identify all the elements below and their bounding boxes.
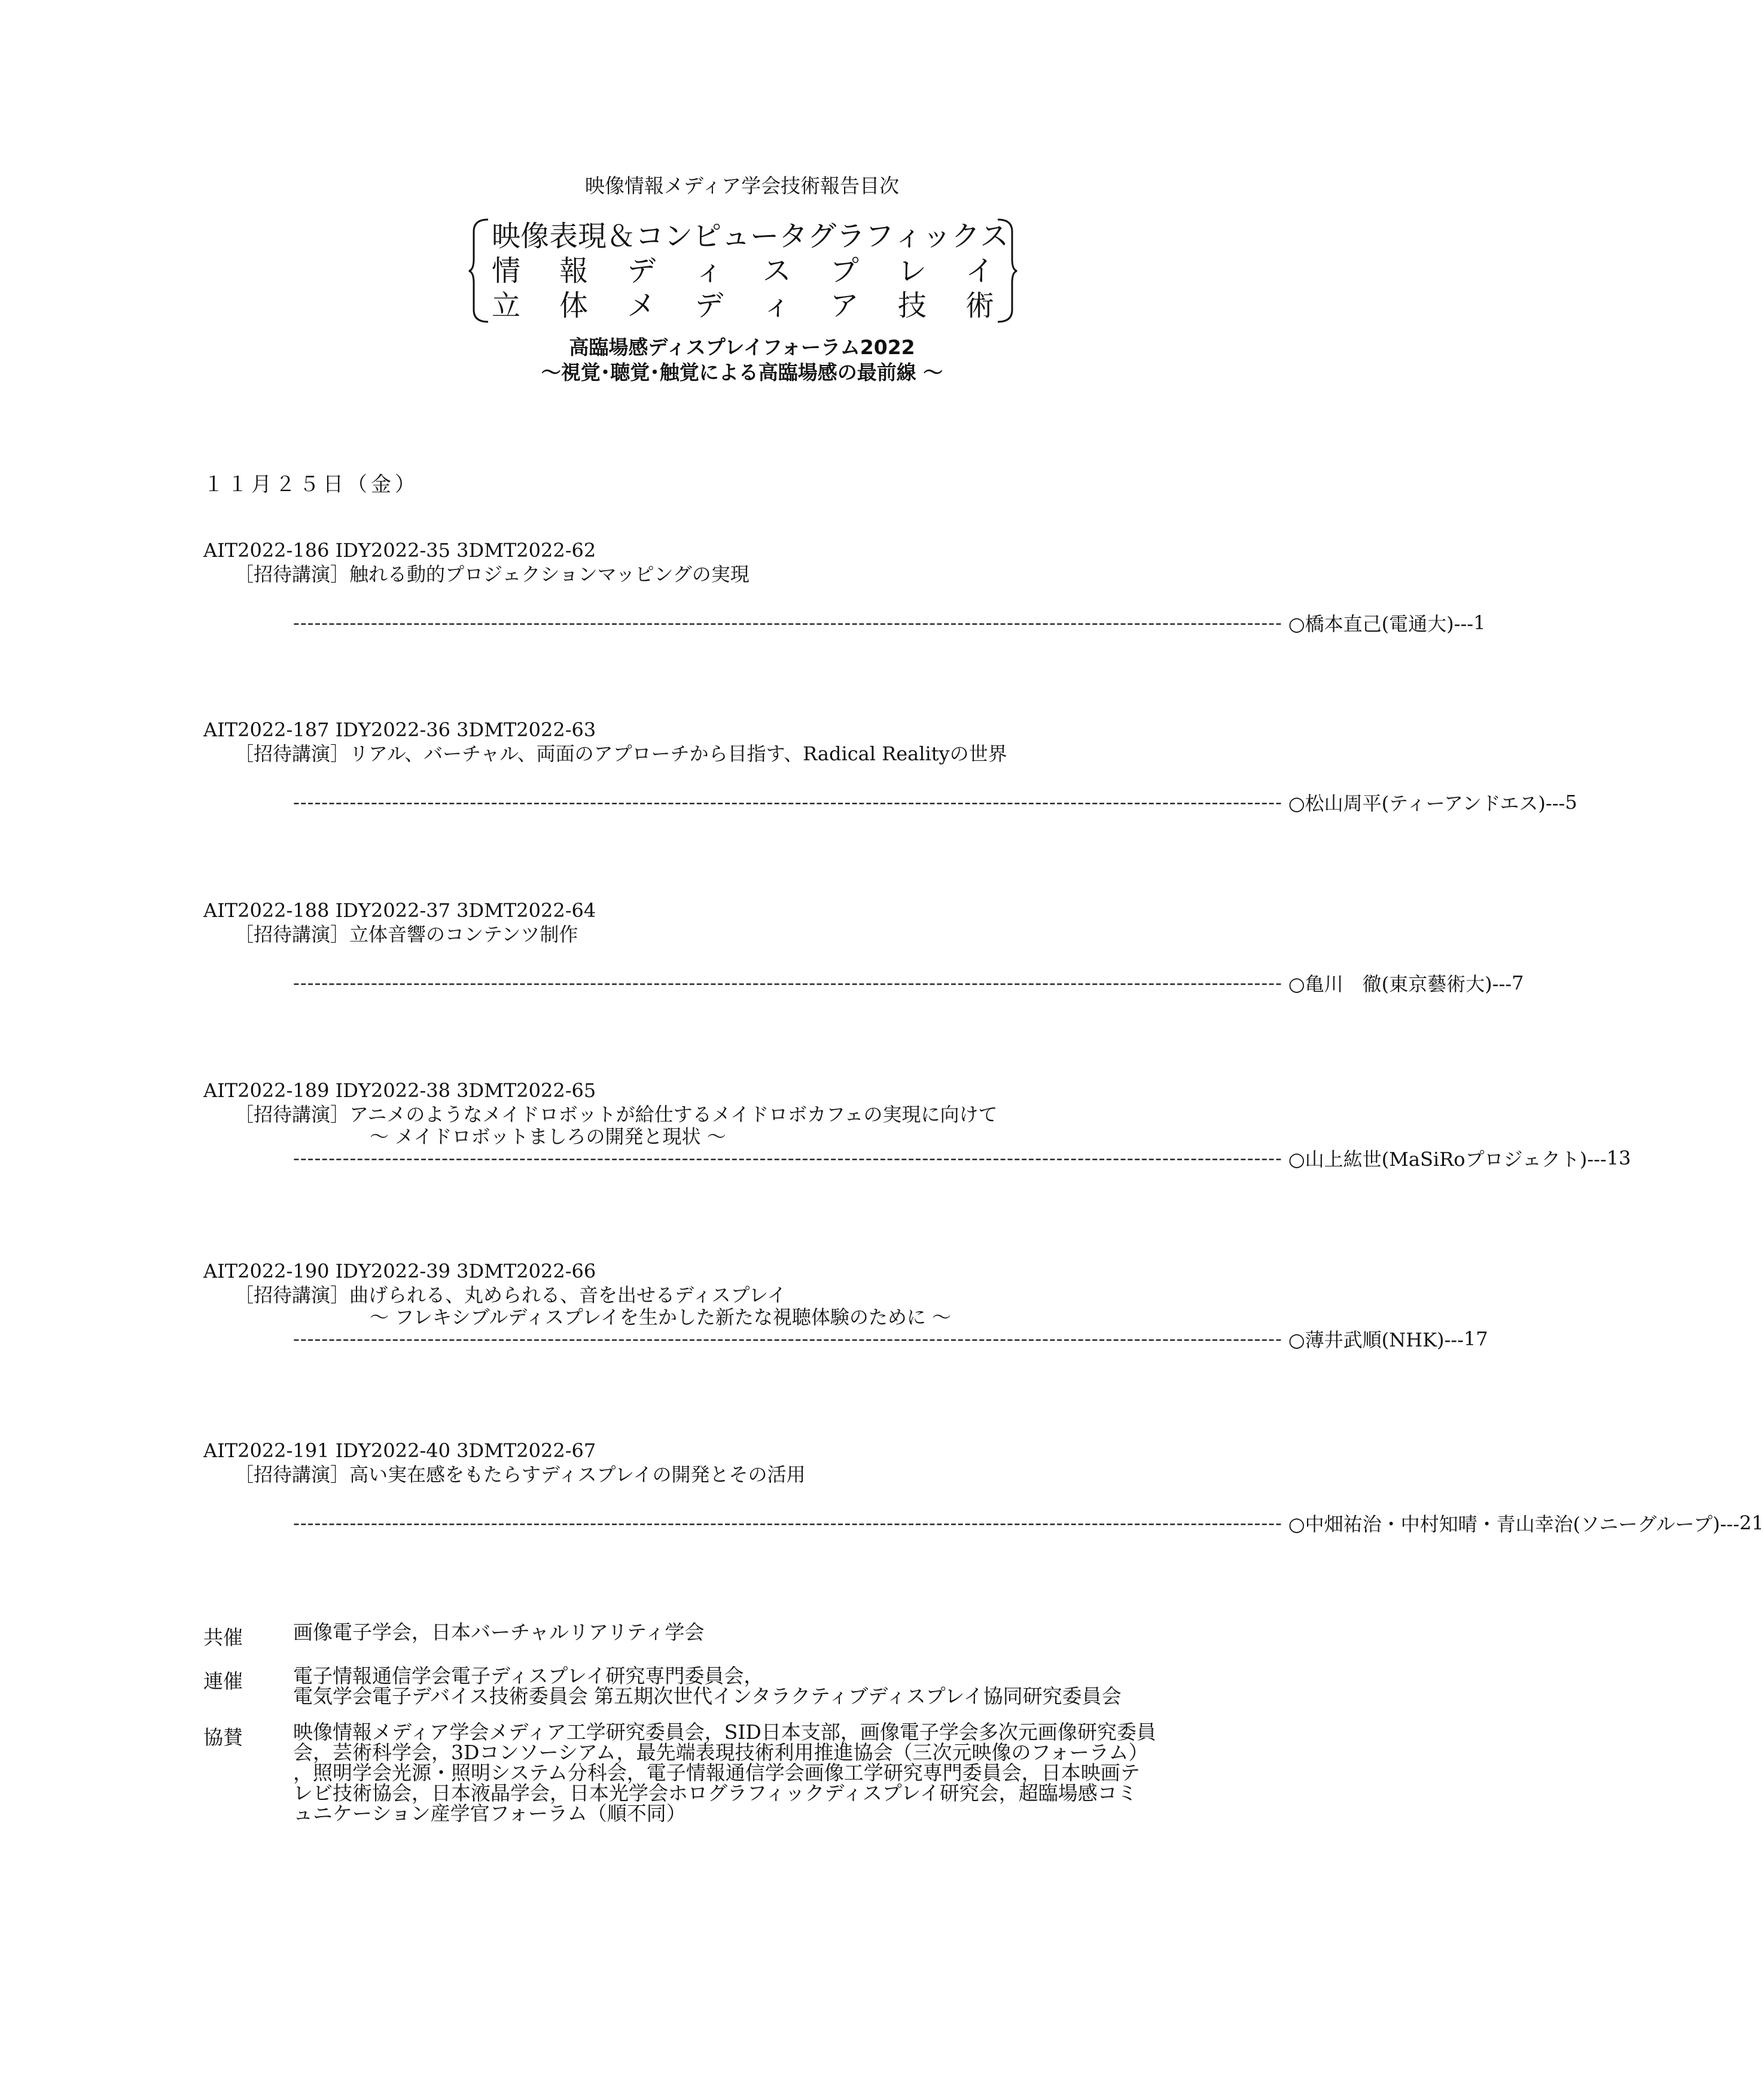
session-date: １１月２５日（金） [203, 473, 419, 496]
committee-char: ク [951, 220, 980, 253]
entry-page: 1 [1473, 611, 1486, 634]
committee-char: ィ [894, 220, 923, 253]
dot-leader: -------------------------------------------------------------------------------------------------------------------------------------------- [293, 1327, 1282, 1350]
dot-leader: -------------------------------------------------------------------------------------------------------------------------------------------- [293, 611, 1282, 634]
entry-title: ［招待講演］アニメのようなメイドロボットが給仕するメイドロボカフェの実現に向けて [234, 1103, 998, 1126]
committee-char: ン [664, 220, 693, 253]
committee-char: ス [980, 220, 1009, 253]
dot-leader: -------------------------------------------------------------------------------------------------------------------------------------------- [293, 971, 1282, 994]
committee-char: ＆ [607, 220, 636, 253]
entry-author: ○亀川 徹(東京藝術大)--- [1288, 973, 1512, 995]
entry-author-line [293, 788, 1577, 816]
entry-author: ○橋本直己(電通大)--- [1288, 613, 1474, 635]
sponsor-text: 画像電子学会，日本バーチャルリアリティ学会 [293, 1620, 705, 1644]
committee-char: プ [830, 254, 859, 288]
entry-subtitle: ～ メイドロボットましろの開発と現状 ～ [370, 1125, 726, 1148]
committee-char: デ [627, 254, 656, 288]
committee-char: 立 [492, 289, 521, 322]
committee-char: ィ [762, 289, 791, 322]
entry-title: ［招待講演］立体音響のコンテンツ制作 [234, 923, 578, 946]
committee-line-cg [492, 220, 1009, 253]
entry-author-line [293, 1144, 1631, 1172]
entry-author: ○山上紘世(MaSiRoプロジェクト)--- [1288, 1148, 1607, 1171]
toc-entry [203, 898, 1524, 995]
report-title: 映像情報メディア学会技術報告目次 [584, 174, 900, 197]
entry-code: AIT2022-186 IDY2022-35 3DMT2022-62 [203, 539, 596, 562]
entry-subtitle: ～ フレキシブルディスプレイを生かした新たな視聴体験のために ～ [370, 1306, 952, 1329]
dot-leader: -------------------------------------------------------------------------------------------------------------------------------------------- [293, 1512, 1282, 1534]
committee-char: フ [865, 220, 894, 253]
entry-author-line [293, 1509, 1764, 1537]
entry-title: ［招待講演］触れる動的プロジェクションマッピングの実現 [234, 563, 750, 586]
entry-author-line [293, 609, 1486, 636]
toc-entry [203, 1259, 1488, 1351]
entry-code: AIT2022-189 IDY2022-38 3DMT2022-65 [203, 1079, 596, 1102]
sponsor-label: 共催 [203, 1626, 243, 1649]
entry-code: AIT2022-190 IDY2022-39 3DMT2022-66 [203, 1260, 596, 1282]
entry-code: AIT2022-191 IDY2022-40 3DMT2022-67 [203, 1439, 596, 1462]
entry-page: 5 [1565, 791, 1577, 814]
committee-char: コ [635, 220, 665, 253]
committee-char: 現 [578, 220, 607, 253]
forum-title: 高臨場感ディスプレイフォーラム2022 [569, 336, 915, 359]
committee-char: デ [694, 289, 724, 322]
committee-line-3dmt [492, 289, 994, 322]
sponsor-label: 連催 [203, 1670, 243, 1693]
dot-leader: -------------------------------------------------------------------------------------------------------------------------------------------- [293, 1147, 1282, 1169]
toc-entry [203, 1079, 1631, 1171]
toc-entry [203, 718, 1577, 815]
committee-char: ス [762, 254, 791, 288]
committee-list [468, 218, 1018, 323]
sponsor-label: 協賛 [203, 1726, 243, 1749]
sponsor-text: 電子情報通信学会電子ディスプレイ研究専門委員会， 電気学会電子デバイス技術委員会 第五期次世代インタラクティブディスプレイ協同研究委員会 [293, 1664, 1122, 1708]
committee-char: 表 [549, 220, 578, 253]
committee-char: ッ [922, 220, 952, 253]
committee-char: 映 [492, 220, 521, 253]
entry-code: AIT2022-188 IDY2022-37 3DMT2022-64 [203, 899, 596, 922]
committee-char: ア [830, 289, 859, 322]
sponsor-row-support [203, 1722, 1280, 1824]
toc-entry [203, 1439, 1764, 1536]
committee-char: 像 [520, 220, 550, 253]
toc-entry [203, 538, 1486, 635]
committee-char: 術 [965, 289, 994, 322]
entry-page: 17 [1463, 1327, 1488, 1350]
committee-char: ィ [694, 254, 724, 288]
forum-heading [0, 335, 1484, 385]
entry-author: ○薄井武順(NHK)--- [1288, 1329, 1464, 1351]
entry-author-line [293, 1325, 1488, 1352]
committee-char: タ [779, 220, 808, 253]
committee-char: ラ [836, 220, 866, 253]
entry-page: 7 [1512, 971, 1524, 994]
entry-title: ［招待講演］リアル、バーチャル、両面のアプローチから目指す、Radical Realityの世界 [234, 742, 1007, 765]
sponsors [203, 1622, 1280, 1839]
committee-line-idy [492, 254, 994, 288]
committee-char: 報 [559, 254, 589, 288]
committee-char: 技 [897, 289, 927, 322]
sponsor-row-cohost [203, 1622, 1280, 1650]
entry-page: 13 [1606, 1147, 1631, 1169]
committee-char: ー [750, 220, 779, 253]
committee-char: イ [965, 254, 994, 288]
entry-author: ○松山周平(ティーアンドエス)--- [1288, 792, 1565, 815]
committee-char: グ [808, 220, 837, 253]
entry-title: ［招待講演］高い実在感をもたらすディスプレイの開発とその活用 [234, 1463, 806, 1486]
committee-char: メ [627, 289, 656, 322]
committee-char: 体 [559, 289, 589, 322]
committee-char: ピ [693, 220, 722, 253]
entry-author: ○中畑祐治・中村知晴・青山幸治(ソニーグループ)--- [1288, 1513, 1739, 1536]
entry-author-line [293, 969, 1524, 997]
sponsor-text: 映像情報メディア学会メディア工学研究委員会，SID日本支部，画像電子学会多次元画像研究委員 会，芸術科学会，3Dコンソーシアム，最先端表現技術利用推進協会（三次元映像のフォーラム） ，照明学会光源・照明システム分科会，電子情報通信学会画像工学研究専門委員会，日本映画テ レビ技術協会，日本液晶学会，日本光学会ホログラフィックディスプレイ研究会，超臨場感コミ ュニケーション産学官フォーラム（順不同） [293, 1720, 1156, 1825]
entry-code: AIT2022-187 IDY2022-36 3DMT2022-63 [203, 718, 596, 741]
sponsor-row-joint [203, 1666, 1280, 1707]
dot-leader: -------------------------------------------------------------------------------------------------------------------------------------------- [293, 791, 1282, 814]
entry-title: ［招待講演］曲げられる、丸められる、音を出せるディスプレイ [234, 1284, 787, 1306]
forum-subtitle: ～視覚･聴覚･触覚による高臨場感の最前線 ～ [541, 361, 943, 384]
committee-char: 情 [492, 254, 521, 288]
committee-char: レ [897, 254, 927, 288]
committee-char: ュ [721, 220, 751, 253]
entry-page: 21 [1739, 1512, 1764, 1534]
